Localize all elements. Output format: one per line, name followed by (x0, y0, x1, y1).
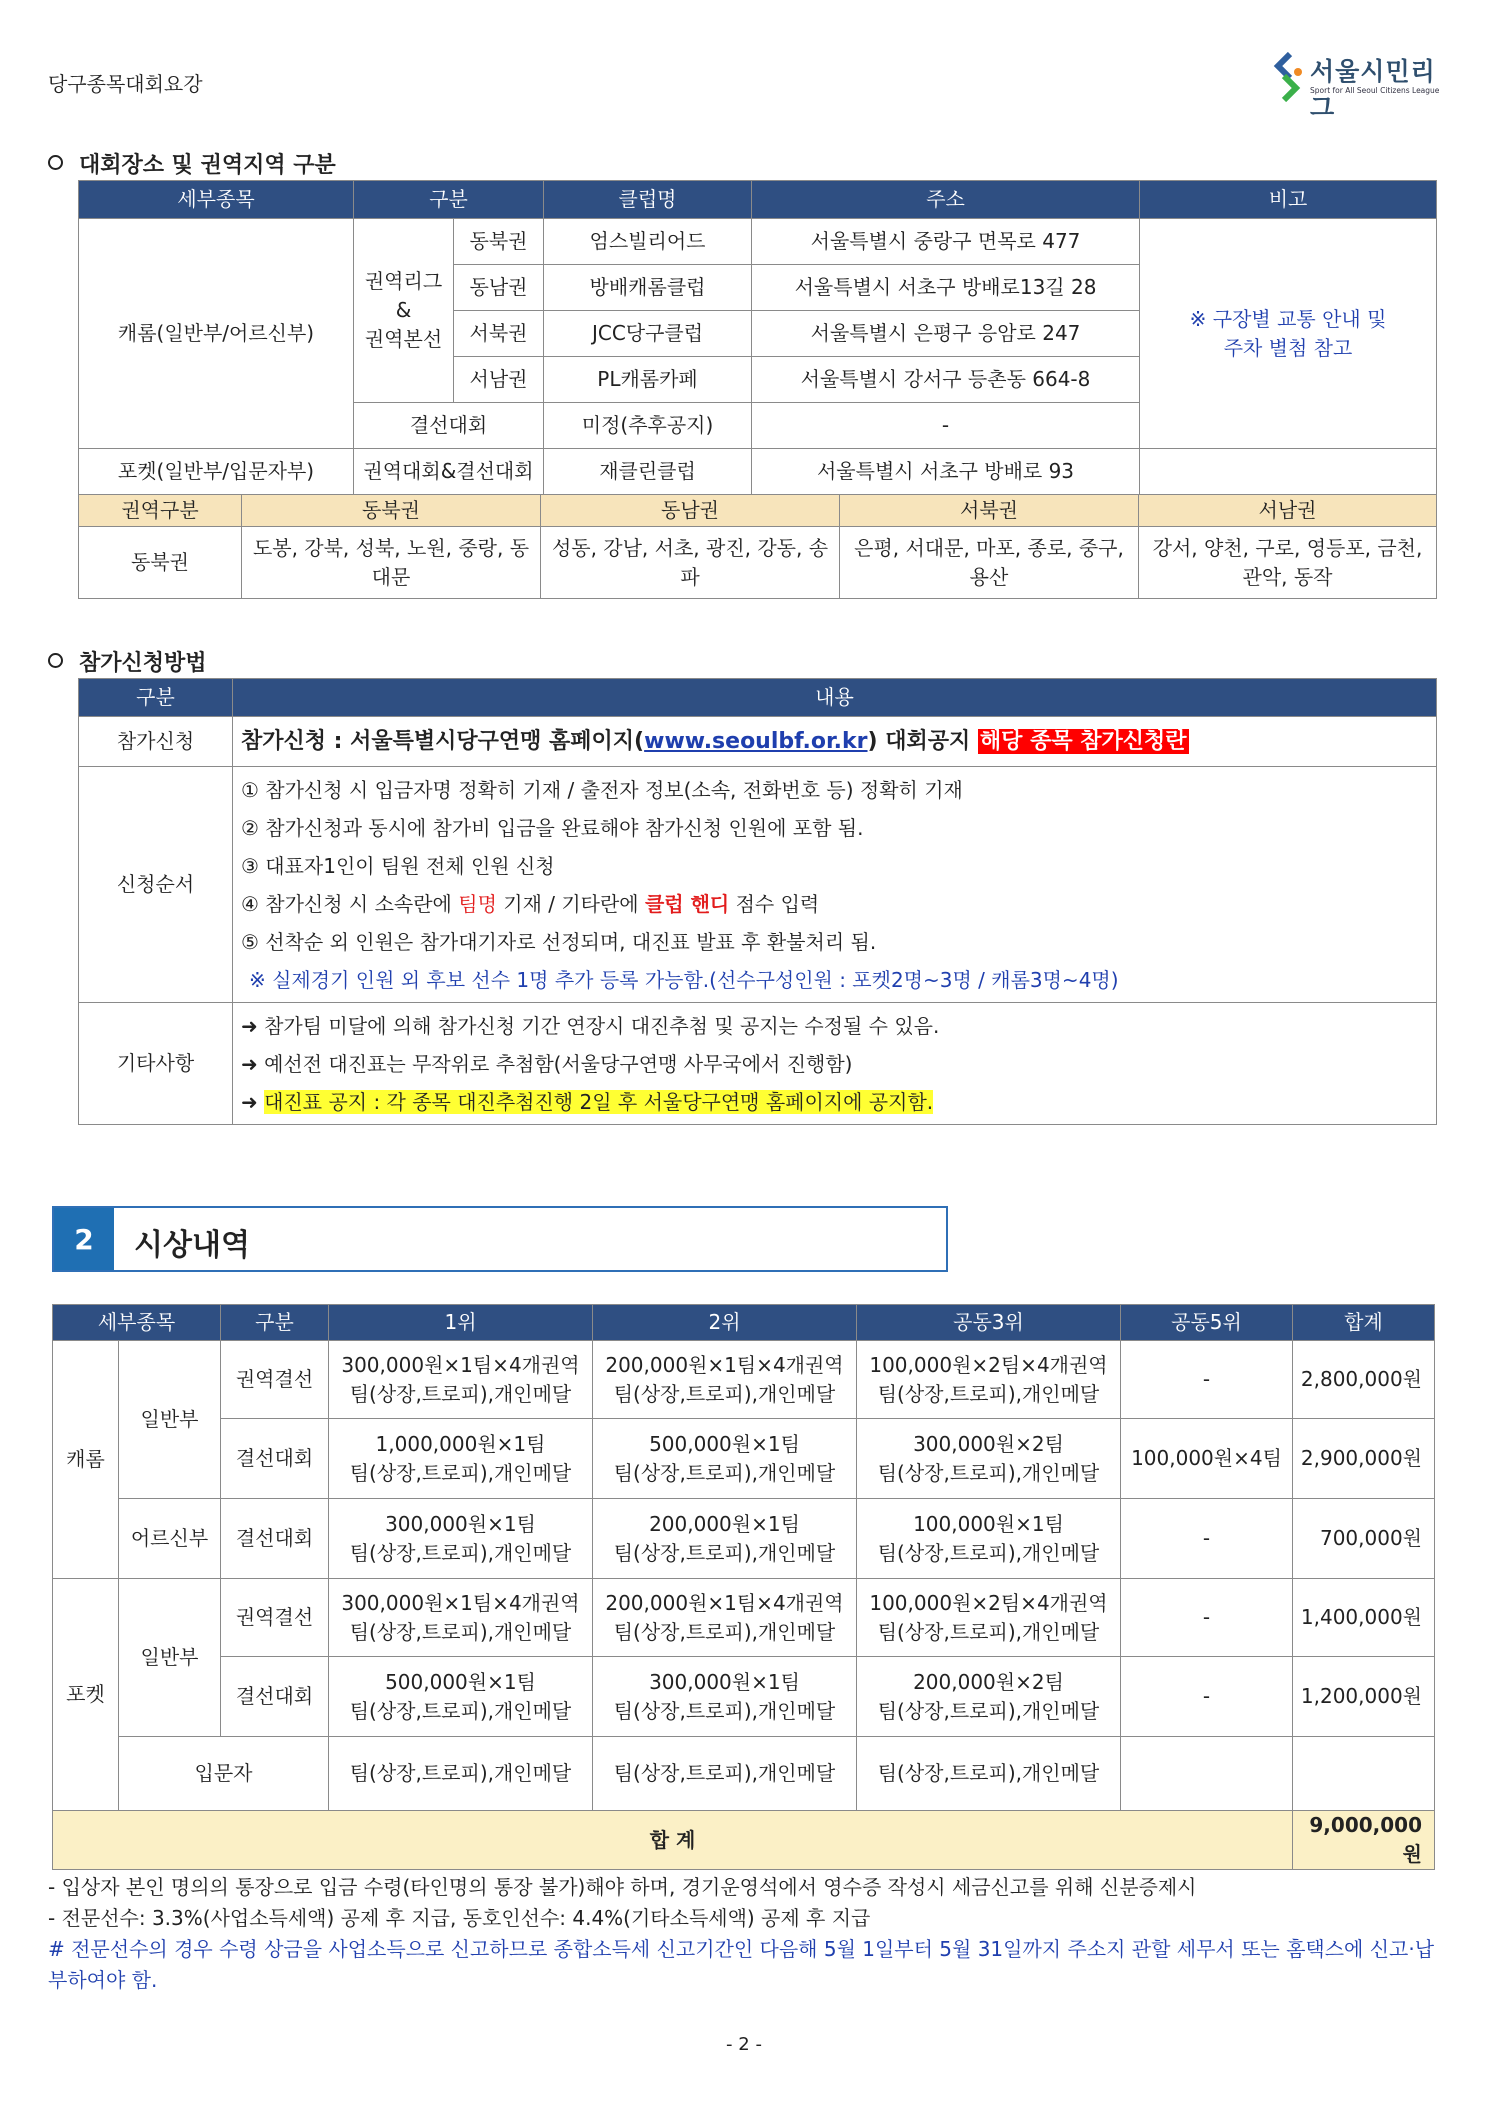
row-total (1293, 1737, 1435, 1811)
stage-label: 결선대회 (221, 1657, 329, 1737)
note-line: - 입상자 본인 명의의 통장으로 입금 수령(타인명의 통장 불가)해야 하며, 경기운영석에서 영수증 작성시 세금신고를 위해 신분증제시 (48, 1875, 1197, 1899)
col-header: 2위 (593, 1305, 857, 1341)
prize-3rd: 100,000원×1팀 팀(상장,트로피),개인메달 (857, 1499, 1121, 1579)
logo-mark-icon (1270, 52, 1306, 102)
prize-1st: 300,000원×1팀×4개권역 팀(상장,트로피),개인메달 (329, 1341, 593, 1419)
section-number: 2 (54, 1208, 114, 1270)
carom-category: 캐롬(일반부/어르신부) (79, 219, 354, 449)
stage-label: 권역결선 (221, 1579, 329, 1657)
bracket-notice-highlight: 대진표 공지 : 각 종목 대진추첨진행 2일 후 서울당구연맹 홈페이지에 공지함. (264, 1089, 934, 1114)
prize-3rd: 200,000원×2팀 팀(상장,트로피),개인메달 (857, 1657, 1121, 1737)
col-header: 세부종목 (79, 181, 354, 219)
logo-subtitle: Sport for All Seoul Citizens League (1310, 86, 1440, 95)
col-header: 공동5위 (1121, 1305, 1293, 1341)
region-areas: 은평, 서대문, 마포, 종로, 중구, 용산 (840, 527, 1139, 599)
prize-3rd: 300,000원×2팀 팀(상장,트로피),개인메달 (857, 1419, 1121, 1499)
award-table (52, 1304, 1435, 1870)
section-apply-heading (48, 646, 207, 677)
tax-note: # 전문선수의 경우 수령 상금을 사업소득으로 신고하므로 종합소득세 신고기간인 다음해 5월 1일부터 5월 31일까지 주소지 관할 세무서 또는 홈택스에 신고·납부하여야 함. (48, 1937, 1435, 1992)
etc-content (233, 1003, 1437, 1125)
order-label: 신청순서 (79, 767, 233, 1003)
carom-category: 캐롬 (53, 1341, 119, 1579)
region-areas: 도봉, 강북, 성북, 노원, 중랑, 동대문 (242, 527, 541, 599)
section-venue-title: 대회장소 및 권역지역 구분 (79, 153, 336, 178)
prize-3rd: 100,000원×2팀×4개권역 팀(상장,트로피),개인메달 (857, 1341, 1121, 1419)
prize-2nd: 팀(상장,트로피),개인메달 (593, 1737, 857, 1811)
prize-1st: 500,000원×1팀 팀(상장,트로피),개인메달 (329, 1657, 593, 1737)
beginner-division: 입문자 (119, 1737, 329, 1811)
address-cell: 서울특별시 중랑구 면목로 477 (752, 219, 1140, 265)
logo-text: 서울시민리그 (1310, 57, 1436, 122)
order-item: ② 참가신청과 동시에 참가비 입금을 완료해야 참가신청 인원에 포함 됨. (241, 815, 864, 840)
note-line: - 전문선수: 3.3%(사업소득세액) 공제 후 지급, 동호인선수: 4.4%(기타소득세액) 공제 후 지급 (48, 1906, 871, 1930)
col-header: 공동3위 (857, 1305, 1121, 1341)
order-item: ③ 대표자1인이 팀원 전체 인원 신청 (241, 853, 555, 878)
prize-2nd: 200,000원×1팀 팀(상장,트로피),개인메달 (593, 1499, 857, 1579)
section-award-heading (52, 1206, 948, 1272)
seoul-citizens-league-logo (1270, 52, 1450, 122)
row-total: 2,800,000원 (1293, 1341, 1435, 1419)
pocket-category: 포켓 (53, 1579, 119, 1811)
league-label: 권역리그 & 권역본선 (354, 219, 454, 403)
etc-label: 기타사항 (79, 1003, 233, 1125)
stage-label: 결선대회 (221, 1419, 329, 1499)
final-label: 결선대회 (354, 403, 544, 449)
apply-highlight: 해당 종목 참가신청란 (979, 728, 1187, 754)
address-cell: 서울특별시 은평구 응암로 247 (752, 311, 1140, 357)
prize-1st: 300,000원×1팀×4개권역 팀(상장,트로피),개인메달 (329, 1579, 593, 1657)
grand-total-value: 9,000,000원 (1293, 1811, 1435, 1870)
col-header: 비고 (1140, 181, 1437, 219)
stage-label: 권역결선 (221, 1341, 329, 1419)
general-division: 일반부 (119, 1341, 221, 1499)
row-total: 2,900,000원 (1293, 1419, 1435, 1499)
prize-2nd: 300,000원×1팀 팀(상장,트로피),개인메달 (593, 1657, 857, 1737)
pocket-division: 권역대회&결선대회 (354, 449, 544, 495)
col-header: 클럽명 (544, 181, 752, 219)
team-name-highlight: 팀명 (458, 891, 497, 916)
prize-1st: 팀(상장,트로피),개인메달 (329, 1737, 593, 1811)
row-total: 1,400,000원 (1293, 1579, 1435, 1657)
document-title: 당구종목대회요강 (48, 72, 203, 96)
prize-3rd: 100,000원×2팀×4개권역 팀(상장,트로피),개인메달 (857, 1579, 1121, 1657)
prize-5th: - (1121, 1499, 1293, 1579)
club-cell: PL캐롬카페 (544, 357, 752, 403)
region-col-header: 서남권 (1139, 495, 1437, 527)
prize-1st: 300,000원×1팀 팀(상장,트로피),개인메달 (329, 1499, 593, 1579)
senior-division: 어르신부 (119, 1499, 221, 1579)
grand-total-label: 합 계 (53, 1811, 1293, 1870)
region-col-header: 동북권 (242, 495, 541, 527)
apply-content (233, 717, 1437, 767)
address-cell: 서울특별시 강서구 등촌동 664-8 (752, 357, 1140, 403)
col-header: 구분 (221, 1305, 329, 1341)
region-cell: 서남권 (454, 357, 544, 403)
region-row-label: 동북권 (79, 527, 242, 599)
region-cell: 동남권 (454, 265, 544, 311)
col-header: 내용 (233, 679, 1437, 717)
club-cell: 재클린클럽 (544, 449, 752, 495)
address-cell: 서울특별시 서초구 방배로 93 (752, 449, 1140, 495)
region-areas: 강서, 양천, 구로, 영등포, 금천, 관악, 동작 (1139, 527, 1437, 599)
order-note: ※ 실제경기 인원 외 후보 선수 1명 추가 등록 가능함.(선수구성인원 : 포켓2명~3명 / 캐롬3명~4명) (249, 967, 1119, 992)
section-award-title: 시상내역 (134, 1228, 250, 1263)
order-content (233, 767, 1437, 1003)
etc-item: ➜ 대진표 공지 : 각 종목 대진추첨진행 2일 후 서울당구연맹 홈페이지에 공지함. (241, 1089, 934, 1114)
prize-5th: - (1121, 1657, 1293, 1737)
address-cell: - (752, 403, 1140, 449)
venue-table (78, 180, 1437, 495)
prize-2nd: 200,000원×1팀×4개권역 팀(상장,트로피),개인메달 (593, 1341, 857, 1419)
col-header: 합계 (1293, 1305, 1435, 1341)
award-notes (48, 1872, 1448, 1996)
prize-5th: 100,000원×4팀 (1121, 1419, 1293, 1499)
prize-1st: 1,000,000원×1팀 팀(상장,트로피),개인메달 (329, 1419, 593, 1499)
col-header: 주소 (752, 181, 1140, 219)
prize-5th (1121, 1737, 1293, 1811)
row-total: 700,000원 (1293, 1499, 1435, 1579)
club-cell: JCC당구클럽 (544, 311, 752, 357)
prize-5th: - (1121, 1341, 1293, 1419)
prize-5th: - (1121, 1579, 1293, 1657)
etc-item: ➜ 참가팀 미달에 의해 참가신청 기간 연장시 대진추첨 및 공지는 수정될 수 있음. (241, 1013, 940, 1038)
apply-table (78, 678, 1437, 1125)
general-division: 일반부 (119, 1579, 221, 1737)
row-total: 1,200,000원 (1293, 1657, 1435, 1737)
region-areas: 성동, 강남, 서초, 광진, 강동, 송파 (541, 527, 840, 599)
club-cell: 방배캐롬클럽 (544, 265, 752, 311)
col-header: 세부종목 (53, 1305, 221, 1341)
circle-bullet-icon (48, 155, 63, 170)
circle-bullet-icon (48, 653, 63, 668)
region-col-header: 서북권 (840, 495, 1139, 527)
club-handicap-highlight: 클럽 핸디 (644, 891, 730, 916)
region-col-header: 권역구분 (79, 495, 242, 527)
prize-2nd: 500,000원×1팀 팀(상장,트로피),개인메달 (593, 1419, 857, 1499)
region-cell: 동북권 (454, 219, 544, 265)
etc-item: ➜ 예선전 대진표는 무작위로 추첨함(서울당구연맹 사무국에서 진행함) (241, 1051, 853, 1076)
col-header: 구분 (354, 181, 544, 219)
apply-label: 참가신청 (79, 717, 233, 767)
region-table (78, 494, 1437, 599)
order-item: ④ 참가신청 시 소속란에 팀명 기재 / 기타란에 클럽 핸디 점수 입력 (241, 891, 820, 916)
stage-label: 결선대회 (221, 1499, 329, 1579)
venue-note: ※ 구장별 교통 안내 및 주차 별첨 참고 (1140, 219, 1437, 449)
club-cell: 엄스빌리어드 (544, 219, 752, 265)
page-number: - 2 - (726, 2034, 762, 2055)
order-item: ① 참가신청 시 입금자명 정확히 기재 / 출전자 정보(소속, 전화번호 등) 정확히 기재 (241, 777, 963, 802)
apply-mid: ) 대회공지 (867, 728, 978, 754)
club-cell: 미정(추후공지) (544, 403, 752, 449)
pocket-category: 포켓(일반부/입문자부) (79, 449, 354, 495)
apply-url-link[interactable]: www.seoulbf.or.kr (644, 728, 868, 754)
order-item: ⑤ 선착순 외 인원은 참가대기자로 선정되며, 대진표 발표 후 환불처리 됨. (241, 929, 877, 954)
col-header: 1위 (329, 1305, 593, 1341)
prize-3rd: 팀(상장,트로피),개인메달 (857, 1737, 1121, 1811)
address-cell: 서울특별시 서초구 방배로13길 28 (752, 265, 1140, 311)
empty-cell (1140, 449, 1437, 495)
apply-prefix: 참가신청 : 서울특별시당구연맹 홈페이지( (241, 728, 645, 754)
prize-2nd: 200,000원×1팀×4개권역 팀(상장,트로피),개인메달 (593, 1579, 857, 1657)
region-col-header: 동남권 (541, 495, 840, 527)
section-apply-title: 참가신청방법 (79, 651, 207, 676)
section-venue-heading (48, 148, 336, 179)
col-header: 구분 (79, 679, 233, 717)
region-cell: 서북권 (454, 311, 544, 357)
